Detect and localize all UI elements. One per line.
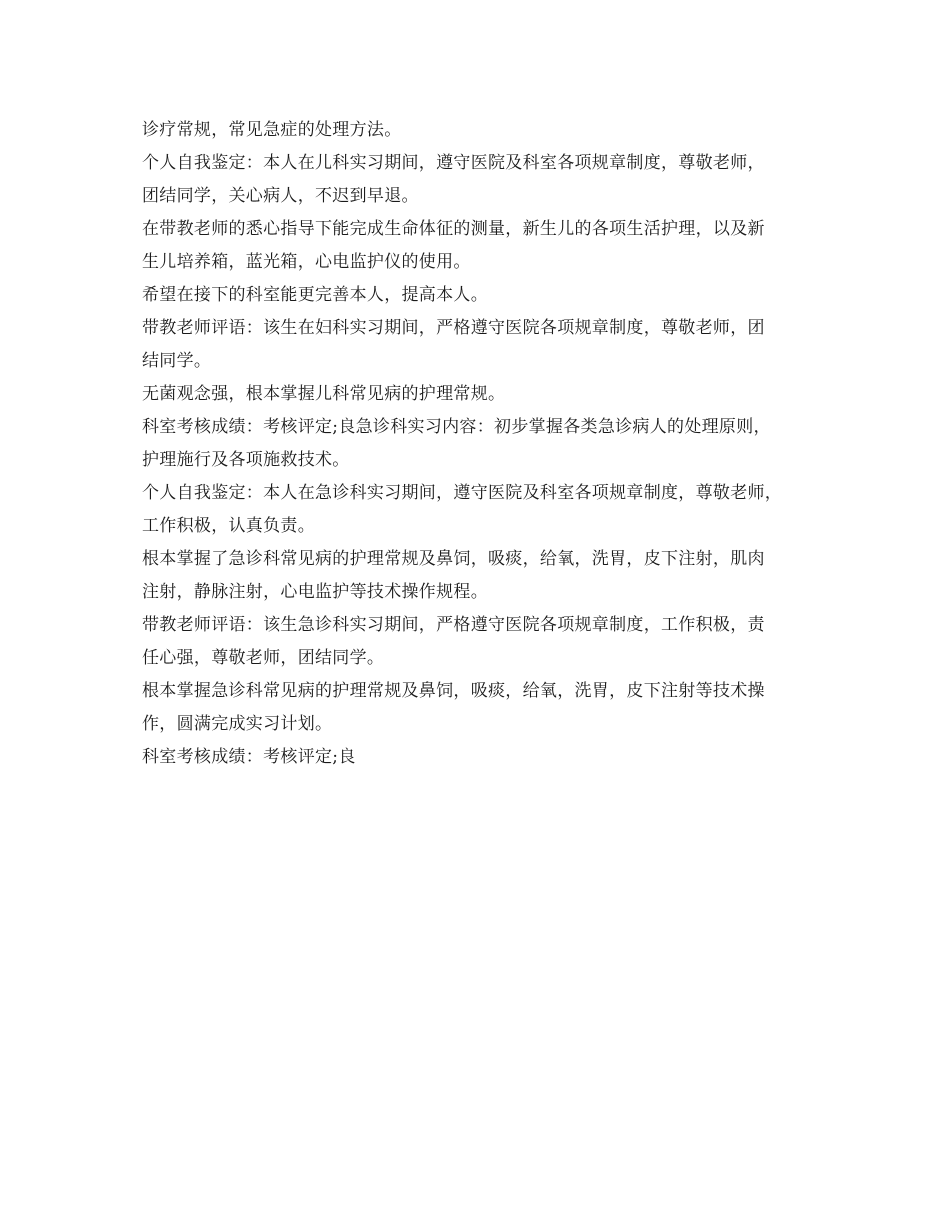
- text-line: 结同学。: [142, 351, 212, 371]
- text-line: 科室考核成绩：考核评定;良: [142, 747, 356, 767]
- text-line: 生儿培养箱，蓝光箱，心电监护仪的使用。: [142, 252, 471, 272]
- document-body: [142, 114, 832, 774]
- text-line: 根本掌握急诊科常见病的护理常规及鼻饲，吸痰，给氧，洗胃，皮下注射等技术操: [142, 681, 765, 701]
- text-line: 希望在接下的科室能更完善本人，提高本人。: [142, 285, 488, 305]
- text-line: 根本掌握了急诊科常见病的护理常规及鼻饲，吸痰，给氧，洗胃，皮下注射，肌肉: [142, 549, 765, 569]
- text-line: 带教老师评语：该生急诊科实习期间，严格遵守医院各项规章制度，工作积极，责: [142, 615, 765, 635]
- text-line: 无菌观念强，根本掌握儿科常见病的护理常规。: [142, 384, 506, 404]
- text-line: 注射，静脉注射，心电监护等技术操作规程。: [142, 582, 488, 602]
- text-line: 任心强，尊敬老师，团结同学。: [142, 648, 385, 668]
- text-line: 个人自我鉴定：本人在儿科实习期间，遵守医院及科室各项规章制度，尊敬老师，: [142, 153, 765, 173]
- text-line: 带教老师评语：该生在妇科实习期间，严格遵守医院各项规章制度，尊敬老师，团: [142, 318, 765, 338]
- text-line: 个人自我鉴定：本人在急诊科实习期间，遵守医院及科室各项规章制度，尊敬老师，: [142, 483, 783, 503]
- text-line: 作，圆满完成实习计划。: [142, 714, 333, 734]
- text-line: 诊疗常规，常见急症的处理方法。: [142, 120, 402, 140]
- text-line: 团结同学，关心病人，不迟到早退。: [142, 186, 419, 206]
- text-line: 在带教老师的悉心指导下能完成生命体征的测量，新生儿的各项生活护理，以及新: [142, 219, 765, 239]
- text-line: 护理施行及各项施救技术。: [142, 450, 350, 470]
- text-line: 科室考核成绩：考核评定;良急诊科实习内容：初步掌握各类急诊病人的处理原则，: [142, 417, 771, 437]
- text-line: 工作积极，认真负责。: [142, 516, 315, 536]
